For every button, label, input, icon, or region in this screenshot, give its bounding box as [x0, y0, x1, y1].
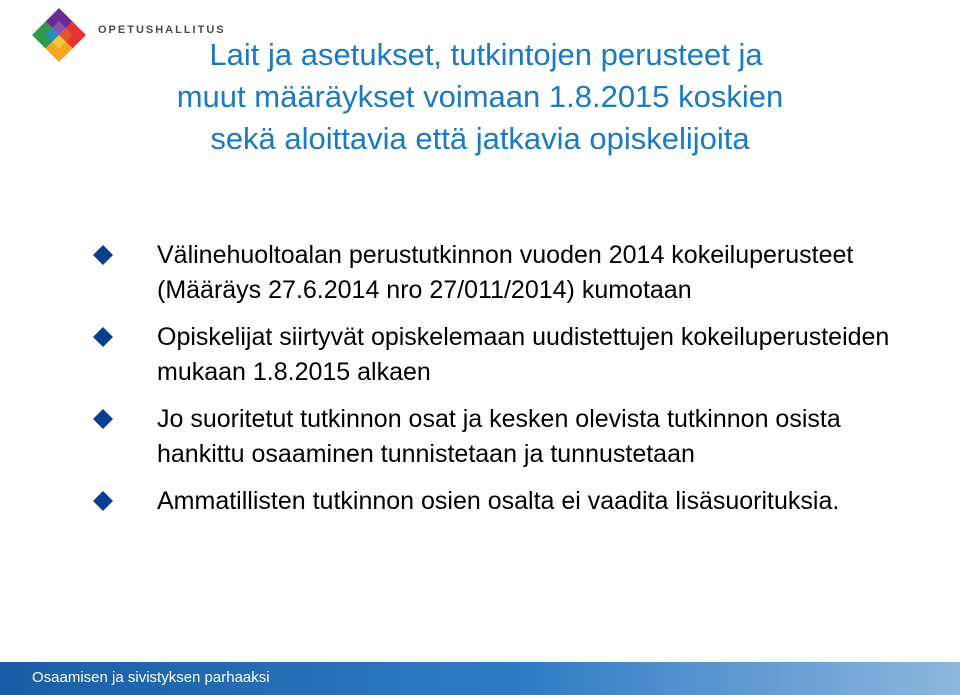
title-line-2: muut määräykset voimaan 1.8.2015 koskien	[176, 79, 784, 114]
logo-text: OPETUSHALLITUS	[98, 24, 226, 36]
footer-slogan: Osaamisen ja sivistyksen parhaaksi	[32, 669, 270, 686]
title-line-3: sekä aloittavia että jatkavia opiskelijoita	[210, 121, 750, 156]
diamond-bullet-icon	[92, 408, 114, 430]
footer-bar	[0, 662, 960, 695]
diamond-bullet-icon	[92, 244, 114, 266]
title-line-1: Lait ja asetukset, tutkintojen perusteet ja	[209, 37, 763, 72]
bullet-text: Välinehuoltoalan perustutkinnon vuoden 2014 kokeiluperusteet (Määräys 27.6.2014 nro 27/011/2014) kumotaan	[157, 241, 854, 304]
bullet-item	[0, 484, 960, 519]
diamond-bullet-icon	[92, 326, 114, 348]
bullet-item	[0, 320, 960, 390]
bullet-item	[0, 238, 960, 308]
bullet-text: Ammatillisten tutkinnon osien osalta ei vaadita lisäsuorituksia.	[157, 487, 840, 515]
bullet-text: Opiskelijat siirtyvät opiskelemaan uudistettujen kokeiluperusteiden mukaan 1.8.2015 alkaen	[157, 323, 890, 386]
bullet-list	[0, 238, 960, 531]
page-title	[0, 34, 960, 160]
bullet-text: Jo suoritetut tutkinnon osat ja kesken olevista tutkinnon osista hankittu osaaminen tunnistetaan ja tunnustetaan	[157, 405, 841, 468]
diamond-bullet-icon	[92, 490, 114, 512]
bullet-item	[0, 402, 960, 472]
